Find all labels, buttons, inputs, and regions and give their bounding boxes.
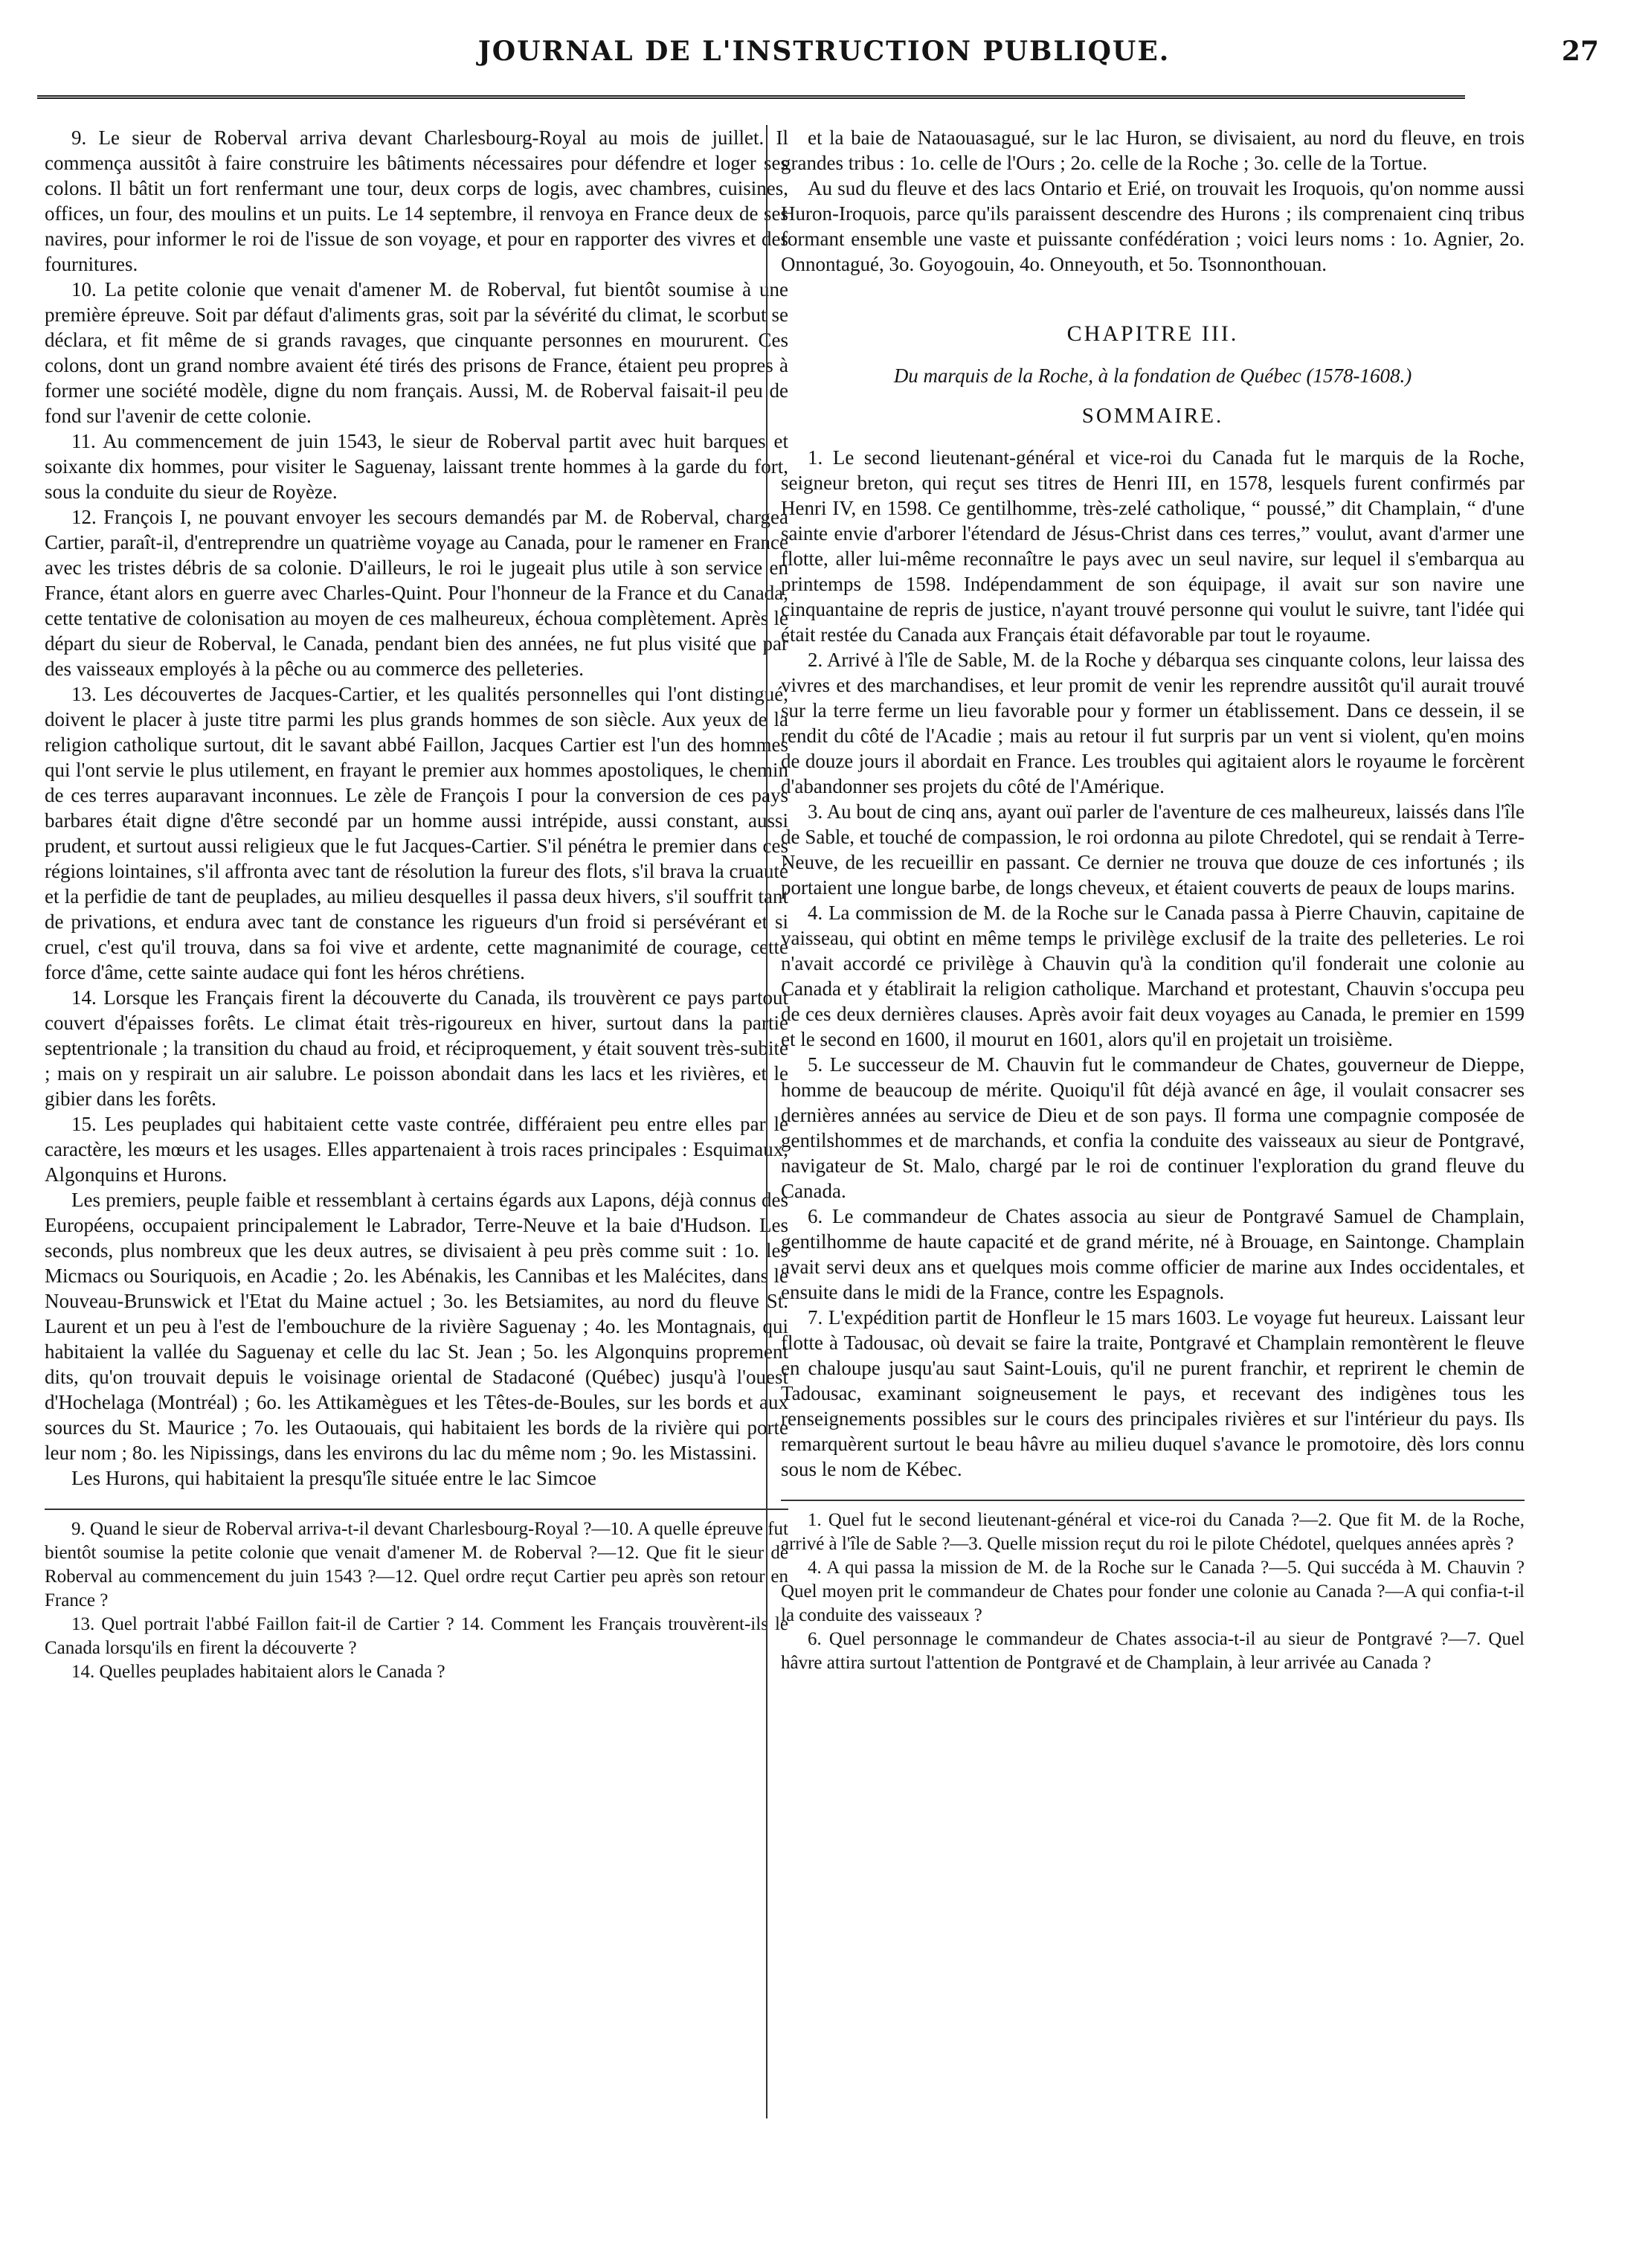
summary-paragraph: 4. La commission de M. de la Roche sur le Canada passa à Pierre Chauvin, capitaine de vaisseau, qui obtint en même temps le privilège exclusif de la traite des pelleteries. Le roi n'avait accordé ce privilège à Chauvin qu'à la condition qu'il fonderait une colonie au Canada et y établirait la religion catholique. Marchand et protestant, Chauvin s'occupa peu de ces deux dernières clauses. Après avoir fait deux voyages au Canada, le premier en 1599 et le second en 1600, il mourut en 1601, alors qu'il en projetait un troisième. bbox=[781, 902, 1525, 1050]
paragraph: 15. Les peuplades qui habitaient cette vaste contrée, différaient peu entre elles par le caractère, les mœurs et les usages. Elles appartenaient à trois races principales : Esquimaux, Algonquins et Hurons. bbox=[45, 1113, 788, 1186]
paragraph: et la baie de Nataouasagué, sur le lac Huron, se divisaient, au nord du fleuve, en trois grandes tribus : 1o. celle de l'Ours ; 2o. celle de la Roche ; 3o. celle de la Tortue. bbox=[781, 126, 1525, 174]
question: 6. Quel personnage le commandeur de Chates associa-t-il au sieur de Pontgravé ?—7. Quel hâvre attira surtout l'attention de Pontgravé et de Champlain, à leur arrivée au Canada ? bbox=[781, 1629, 1525, 1673]
paragraph: 13. Les découvertes de Jacques-Cartier, et les qualités personnelles qui l'ont distingué, doivent le placer à juste titre parmi les plus grands hommes de son siècle. Aux yeux de la religion catholique surtout, dit le savant abbé Faillon, Jacques Cartier est l'un des hommes qui l'ont servie le plus utilement, en frayant le premier aux hommes apostoliques, le chemin de ces terres auparavant inconnues. Le zèle de François I pour la conversion de ces pays barbares était digne d'être secondé par un homme aussi intrépide, aussi constant, aussi prudent, et surtout aussi religieux que le fut Jacques-Cartier. S'il pénétra le premier dans ces régions lointaines, s'il affronta avec tant de résolution la fureur des flots, s'il brava la cruauté et la perfidie de tant de peuplades, au milieu desquelles il passa deux hivers, s'il souffrit tant de privations, et endura avec tant de constance les rigueurs d'un froid si persévérant et si cruel, c'est qu'il trouva, dans sa foi vive et ardente, cette magnanimité de courage, cette force d'âme, cette sainte audace qui font les héros chrétiens. bbox=[45, 683, 788, 983]
column-divider bbox=[766, 125, 767, 2118]
summary-paragraph: 7. L'expédition partit de Honfleur le 15 mars 1603. Le voyage fut heureux. Laissant leur flotte à Tadousac, où devait se faire la traite, Pontgravé et Champlain remontèrent le fleuve en chaloupe jusqu'au saut Saint-Louis, qu'il ne purent franchir, et reprirent le chemin de Tadousac, examinant soigneusement le pays, et recevant des indigènes tous les renseignements possibles sur le cours des principales rivières et sur l'intérieur du pays. Ils remarquèrent surtout le beau hâvre au milieu duquel s'avance le promotoire, dès lors connu sous le nom de Kébec. bbox=[781, 1306, 1525, 1480]
paragraph: 14. Lorsque les Français firent la découverte du Canada, ils trouvèrent ce pays partout couvert d'épaisses forêts. Le climat était très-rigoureux en hiver, surtout dans la partie septentrionale ; la transition du chaud au froid, et réciproquement, y était souvent très-subite ; mais on y respirait un air salubre. Le poisson abondait dans les lacs et les rivières, et le gibier dans les forêts. bbox=[45, 986, 788, 1110]
question: 4. A qui passa la mission de M. de la Roche sur le Canada ?—5. Qui succéda à M. Chauvin ? Quel moyen prit le commandeur de Chates pour fonder une colonie au Canada ?—A qui confia-t-il la conduite des vaisseaux ? bbox=[781, 1558, 1525, 1625]
question: 13. Quel portrait l'abbé Faillon fait-il de Cartier ? 14. Comment les Français trouvèrent-ils le Canada lorsqu'ils en firent la découverte ? bbox=[45, 1614, 788, 1658]
page-number: 27 bbox=[1561, 36, 1599, 67]
summary-paragraph: 1. Le second lieutenant-général et vice-roi du Canada fut le marquis de la Roche, seigneur breton, qui reçut ses titres de Henri III, en 1578, lesquels furent confirmés par Henri IV, en 1598. Ce gentilhomme, très-zelé catholique, “ poussé,” dit Champlain, “ d'une sainte envie d'arborer l'étendard de Jésus-Christ dans ces terres,” voulut, avant d'armer une flotte, aller lui-même reconnaître le pays avec un seul navire, sur lequel il s'embarqua au printemps de 1598. Indépendamment de son équipage, il avait sur son navire une cinquantaine de repris de justice, n'ayant trouvé personne qui voulut le suivre, tant l'idée qui était restée du Canada aux Français était défavorable par tout le royaume. bbox=[781, 446, 1525, 646]
right-questions bbox=[781, 1509, 1525, 1675]
summary-paragraph: 5. Le successeur de M. Chauvin fut le commandeur de Chates, gouverneur de Dieppe, homme de beaucoup de mérite. Quoiqu'il fût déjà avancé en âge, il voulait consacrer ses dernières années au service de Dieu et de son pays. Il forma une compagnie composée de gentilshommes et de marchands, et confia la conduite des vaisseaux au sieur de Pontgravé, navigateur de St. Malo, chargé par le roi de continuer l'exploration du grand fleuve du Canada. bbox=[781, 1053, 1525, 1202]
right-column bbox=[781, 125, 1525, 2208]
summary-paragraph: 3. Au bout de cinq ans, ayant ouï parler de l'aventure de ces malheureux, laissés dans l'île de Sable, et touché de compassion, le roi ordonna au pilote Chredotel, qui se rendait à Terre-Neuve, de les recueillir en passant. Ce dernier ne trouva que douze de ces infortunés ; ils portaient une longue barbe, de longs cheveux, et étaient couverts de peaux de loups marins. bbox=[781, 800, 1525, 899]
page-header bbox=[42, 36, 1606, 85]
paragraph: Au sud du fleuve et des lacs Ontario et Erié, on trouvait les Iroquois, qu'on nomme aussi Huron-Iroquois, parce qu'ils paraissent descendre des Hurons ; ils comprenaient cinq tribus formant ensemble une vaste et puissante confédération ; voici leurs noms : 1o. Agnier, 2o. Onnontagué, 3o. Goyogouin, 4o. Onneyouth, et 5o. Tsonnonthouan. bbox=[781, 177, 1525, 275]
summary-paragraph: 6. Le commandeur de Chates associa au sieur de Pontgravé Samuel de Champlain, gentilhomme de haute capacité et de grand mérite, né à Brouage, en Saintonge. Champlain avait servi deux ans et quelques mois comme officier de marine aux Indes occidentales, et ensuite dans le midi de la France, contre les Espagnols. bbox=[781, 1205, 1525, 1303]
running-title: JOURNAL DE L'INSTRUCTION PUBLIQUE. bbox=[477, 36, 1171, 67]
left-column bbox=[45, 125, 788, 2208]
paragraph: 11. Au commencement de juin 1543, le sieur de Roberval partit avec huit barques et soixante dix hommes, pour visiter le Saguenay, laissant trente hommes à la garde du fort, sous la conduite du sieur de Royèze. bbox=[45, 430, 788, 503]
header-rule bbox=[37, 95, 1465, 99]
questions-rule bbox=[45, 1509, 788, 1510]
summary-heading: SOMMAIRE. bbox=[1081, 404, 1224, 428]
question: 9. Quand le sieur de Roberval arriva-t-il devant Charlesbourg-Royal ?—10. A quelle épreuve fut bientôt soumise la petite colonie que venait d'amener M. de Roberval ?—12. Que fit le sieur de Roberval au commencement du juin 1543 ?—12. Quel ordre reçut Cartier peu après son retour en France ? bbox=[45, 1519, 788, 1610]
question: 1. Quel fut le second lieutenant-général et vice-roi du Canada ?—2. Que fit M. de la Roche, arrivé à l'île de Sable ?—3. Quelle mission reçut du roi le pilote Chédotel, quelques années après ? bbox=[781, 1510, 1525, 1554]
chapter-subtitle: Du marquis de la Roche, à la fondation de Québec (1578-1608.) bbox=[893, 364, 1412, 387]
paragraph: Les premiers, peuple faible et ressemblant à certains égards aux Lapons, déjà connus des Européens, occupaient principalement le Labrador, Terre-Neuve et la baie d'Hudson. Les seconds, plus nombreux que les deux autres, se divisaient à peu près comme suit : 1o. les Micmacs ou Souriquois, en Acadie ; 2o. les Abénakis, les Cannibas et les Malécites, dans le Nouveau-Brunswick et l'Etat du Maine actuel ; 3o. les Betsiamites, au nord du fleuve St. Laurent et un peu à l'est de l'embouchure de la rivière Saguenay ; 4o. les Montagnais, qui habitaient la vallée du Saguenay et celle du lac St. Jean ; 5o. les Algonquins proprement dits, qu'on trouvait depuis le voisinage oriental de Stadaconé (Québec) jusqu'à l'ouest d'Hochelaga (Montréal) ; 6o. les Attikamègues et les Têtes-de-Boules, sur les bords et aux sources du St. Maurice ; 7o. les Outaouais, qui habitaient les bords de la rivière qui porte leur nom ; 8o. les Nipissings, dans les environs du lac du même nom ; 9o. les Mistassini. bbox=[45, 1189, 788, 1464]
question: 14. Quelles peuplades habitaient alors le Canada ? bbox=[71, 1662, 445, 1682]
paragraph: Les Hurons, qui habitaient la presqu'île située entre le lac Simcoe bbox=[71, 1467, 596, 1489]
paragraph: 12. François I, ne pouvant envoyer les secours demandés par M. de Roberval, chargea Cartier, paraît-il, d'entreprendre un quatrième voyage au Canada, pour le ramener en France avec les tristes débris de sa colonie. D'ailleurs, le roi le jugeait plus utile à son service en France, étant alors en guerre avec Charles-Quint. Pour l'honneur de la France et du Canada, cette tentative de colonisation au moyen de ces malheureux, échoua complètement. Après le départ du sieur de Roberval, le Canada, pendant bien des années, ne fut plus visité que par des vaisseaux employés à la pêche ou au commerce des pelleteries. bbox=[45, 506, 788, 680]
left-questions bbox=[45, 1517, 788, 1684]
paragraph: 10. La petite colonie que venait d'amener M. de Roberval, fut bientôt soumise à une première épreuve. Soit par défaut d'aliments gras, soit par la sévérité du climat, le scorbut se déclara, et fit même de si grands ravages, que cinquante personnes en moururent. Ces colons, dont un grand nombre avaient été tirés des prisons de France, étaient peu propres à former une société modèle, digne du nom français. Aussi, M. de Roberval faisait-il peu de fond sur l'avenir de cette colonie. bbox=[45, 278, 788, 427]
chapter-title: CHAPITRE III. bbox=[1066, 321, 1239, 346]
questions-rule bbox=[781, 1500, 1525, 1501]
paragraph: 9. Le sieur de Roberval arriva devant Charlesbourg-Royal au mois de juillet. Il commença aussitôt à faire construire les bâtiments nécessaires pour défendre et loger ses colons. Il bâtit un fort renfermant une tour, deux corps de logis, avec chambres, cuisines, offices, un four, des moulins et un puits. Le 14 septembre, il renvoya en France deux de ses navires, pour informer le roi de l'issue de son voyage, et pour en rapporter des vivres et des fournitures. bbox=[45, 126, 788, 275]
summary-paragraph: 2. Arrivé à l'île de Sable, M. de la Roche y débarqua ses cinquante colons, leur laissa des vivres et des marchandises, et leur promit de venir les reprendre aussitôt qu'il aurait trouvé sur la terre ferme un lieu favorable pour y former un établissement. Dans ce dessein, il se rendit du côté de l'Acadie ; mais au retour il fut surpris par un vent si violent, qu'en moins de douze jours il abordait en France. Les troubles qui agitaient alors le royaume le forcèrent d'abandonner ses projets du côté de l'Amérique. bbox=[781, 649, 1525, 797]
